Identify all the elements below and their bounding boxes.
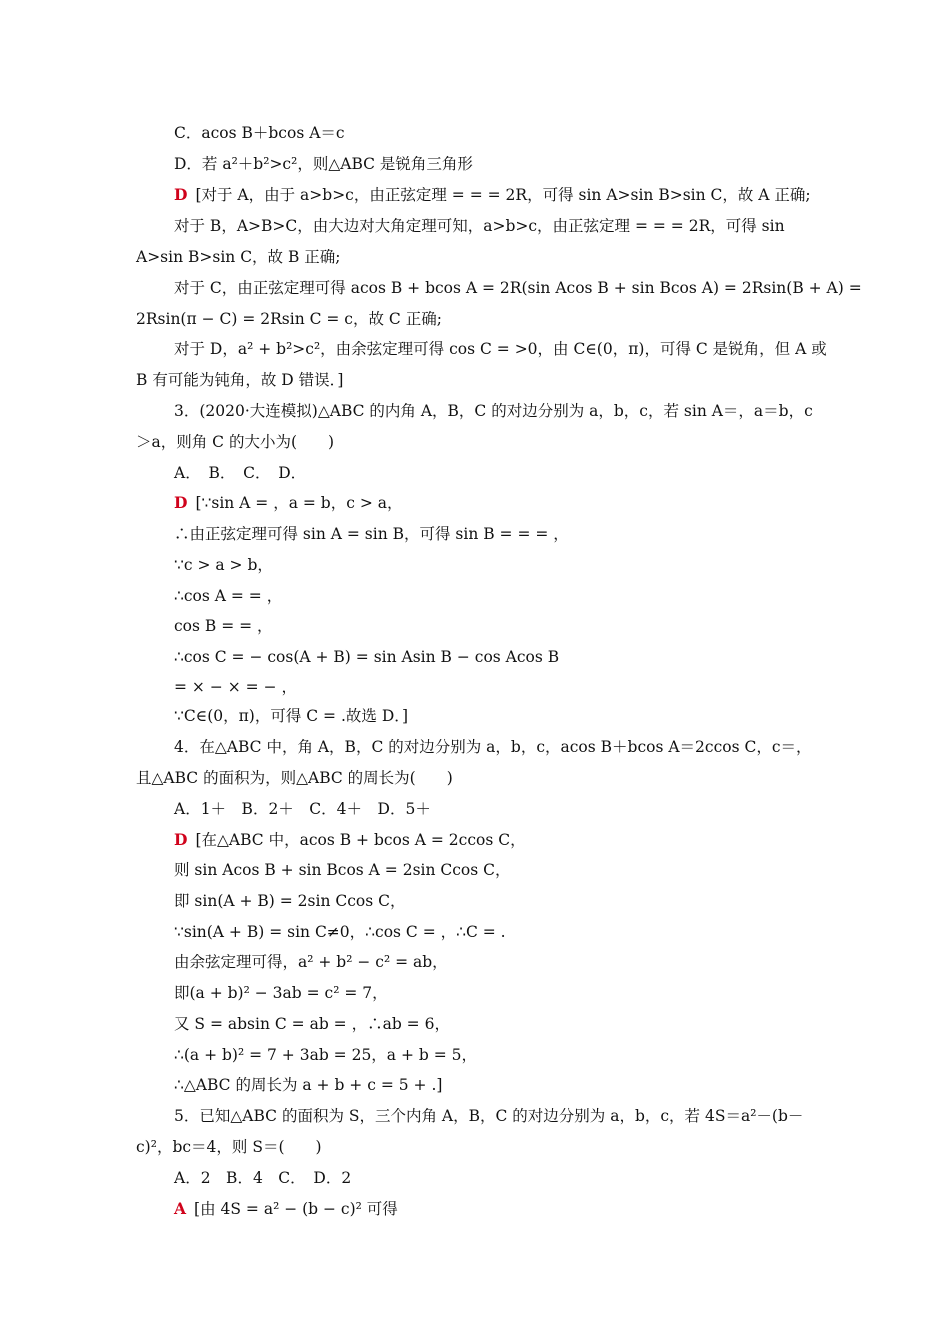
text-line (174, 338, 827, 360)
answer-letter: A (174, 1199, 187, 1218)
text-line (174, 829, 526, 851)
line-text: 3．(2020·大连模拟)△ABC 的内角 A，B，C 的对边分别为 a，b，c，若 sin A＝，a＝b，c (174, 402, 813, 420)
text-line (174, 1074, 442, 1096)
text-line (174, 523, 569, 545)
line-text: 2Rsin(π − C) = 2Rsin C = c，故 C 正确; (136, 310, 442, 328)
line-text: B 有可能为钝角，故 D 错误．] (136, 371, 344, 389)
text-line (174, 1167, 351, 1189)
line-text: ∴△ABC 的周长为 a + b + c = 5 + .] (174, 1076, 443, 1094)
text-line (174, 615, 273, 637)
text-line (174, 951, 448, 973)
text-line (174, 492, 403, 514)
line-text: D．若 a²＋b²>c²，则△ABC 是锐角三角形 (174, 155, 473, 173)
text-line (174, 921, 506, 943)
text-line (174, 277, 862, 299)
answer-letter: D (174, 493, 188, 512)
text-line (174, 646, 559, 668)
line-text: ∵c > a > b， (174, 556, 273, 574)
text-line (174, 859, 511, 881)
answer-letter: D (174, 185, 188, 204)
line-text: 由余弦定理可得，a² + b² − c² = ab， (174, 953, 448, 971)
text-line (174, 554, 273, 576)
text-line (174, 400, 813, 422)
text-line (174, 1044, 477, 1066)
text-line (174, 798, 431, 820)
text-line (174, 122, 345, 144)
text-line (136, 308, 442, 330)
text-line (174, 215, 785, 237)
line-text: c)²，bc＝4，则 S＝( ) (136, 1138, 322, 1156)
text-line (174, 736, 812, 758)
line-text: 对于 B，A>B>C，由大边对大角定理可知，a>b>c，由正弦定理 = = = 2R，可得 sin (174, 217, 785, 235)
text-line (174, 1013, 450, 1035)
text-line (174, 184, 811, 206)
text-line (174, 982, 388, 1004)
text-line (174, 153, 473, 175)
line-text: ∴(a + b)² = 7 + 3ab = 25，a + b = 5， (174, 1046, 478, 1064)
text-line (136, 767, 453, 789)
text-line (136, 1136, 322, 1158)
line-text: 5．已知△ABC 的面积为 S，三个内角 A，B，C 的对边分别为 a，b，c，若 4S＝a²－(b－ (174, 1107, 804, 1125)
line-text: ＞a，则角 C 的大小为( ) (136, 433, 335, 451)
line-text: ∴cos C = − cos(A + B) = sin Asin B − cos Acos B (174, 648, 560, 666)
line-text: ∴cos A = = ， (174, 587, 283, 605)
line-text: A． B． C． D． (174, 464, 307, 482)
text-line (174, 676, 297, 698)
text-line (136, 369, 343, 391)
text-line (174, 1105, 803, 1127)
line-text: ∵C∈(0，π)，可得 C = .故选 D．] (174, 707, 409, 725)
line-text: = × − × = − ， (174, 678, 297, 696)
text-line (136, 246, 341, 268)
line-text: [对于 A，由于 a>b>c，由正弦定理 = = = 2R，可得 sin A>sin B>sin C，故 A 正确; (195, 186, 811, 204)
line-text: [由 4S = a² − (b − c)² 可得 (194, 1200, 398, 1218)
answer-letter: D (174, 830, 188, 849)
line-text: 对于 C，由正弦定理可得 acos B + bcos A = 2R(sin Acos B + sin Bcos A) = 2Rsin(B + A) = (174, 279, 862, 297)
line-text: C．acos B＋bcos A＝c (174, 124, 345, 142)
text-line (174, 890, 405, 912)
line-text: A．2 B．4 C． D．2 (174, 1169, 352, 1187)
line-text: 则 sin Acos B + sin Bcos A = 2sin Ccos C， (174, 861, 511, 879)
line-text: 且△ABC 的面积为，则△ABC 的周长为( ) (136, 769, 453, 787)
text-line (174, 585, 282, 607)
line-text: ∵sin(A + B) = sin C≠0，∴cos C = ，∴C = . (174, 923, 506, 941)
text-line (174, 705, 408, 727)
line-text: 对于 D，a² + b²>c²，由余弦定理可得 cos C = >0，由 C∈(0，π)，可得 C 是锐角，但 A 或 (174, 340, 827, 358)
line-text: A>sin B>sin C，故 B 正确; (136, 248, 341, 266)
line-text: 即(a + b)² − 3ab = c² = 7， (174, 984, 388, 1002)
line-text: cos B = = ， (174, 617, 273, 635)
line-text: A．1＋ B．2＋ C．4＋ D．5＋ (174, 800, 431, 818)
line-text: [在△ABC 中，acos B + bcos A = 2ccos C， (195, 831, 526, 849)
line-text: 又 S = absin C = ab = ，∴ab = 6， (174, 1015, 450, 1033)
line-text: 4．在△ABC 中，角 A，B，C 的对边分别为 a，b，c，acos B＋bcos A＝2ccos C，c＝， (174, 738, 812, 756)
text-line (174, 1198, 398, 1220)
line-text: 即 sin(A + B) = 2sin Ccos C， (174, 892, 406, 910)
line-text: [∵sin A = ，a = b，c > a， (195, 494, 403, 512)
text-line (174, 462, 306, 484)
text-line (136, 431, 334, 453)
line-text: ∴由正弦定理可得 sin A = sin B，可得 sin B = = = ， (174, 525, 569, 543)
